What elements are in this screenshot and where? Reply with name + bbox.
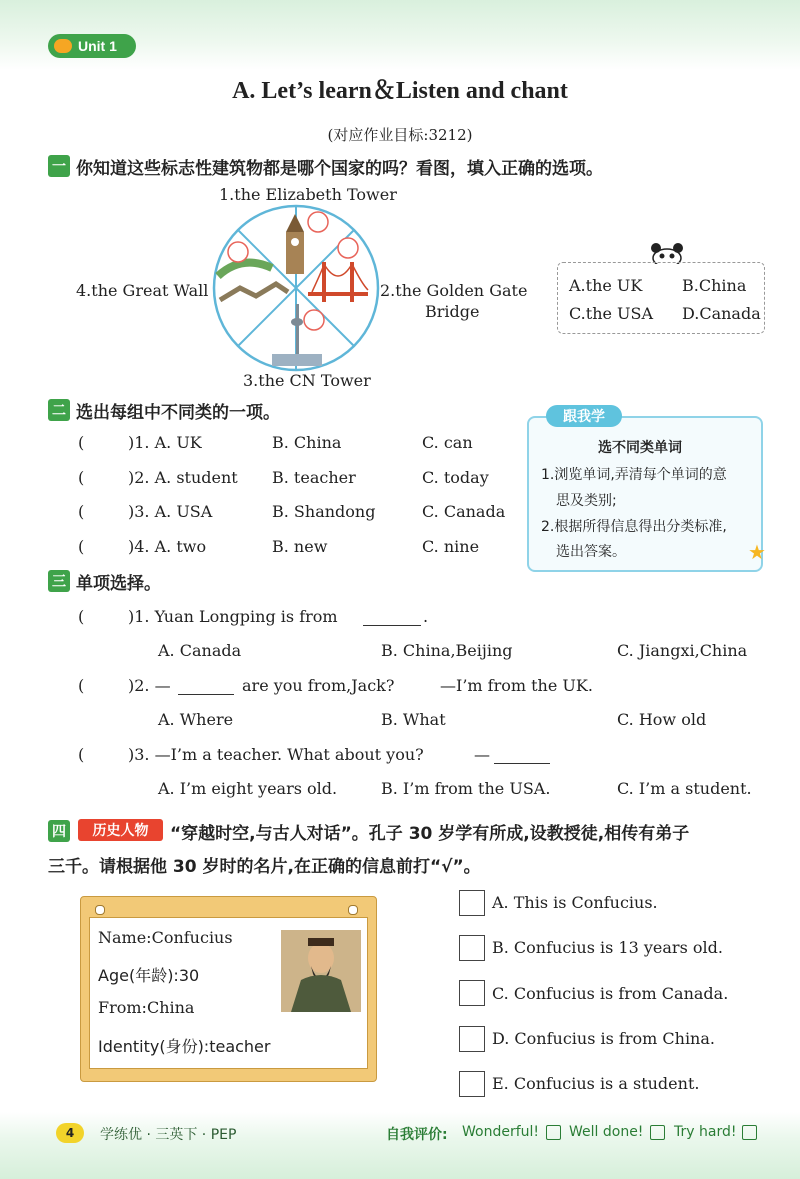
page-number: 4 (56, 1123, 84, 1143)
label-cn-tower: 3.the CN Tower (243, 371, 371, 390)
section-2-instruction: 选出每组中不同类的一项。 (76, 403, 280, 423)
answer-circle-4 (228, 242, 248, 262)
eval-well-done: Well done! (569, 1124, 644, 1140)
q1-paren[interactable]: ( (78, 607, 85, 626)
card-name: Name:Confucius (98, 928, 233, 947)
tip-title: 选不同类单词 (598, 440, 682, 456)
star-icon: ★ (748, 540, 766, 564)
paren[interactable]: ( (78, 502, 85, 521)
q1-choice-b: B. China,Beijing (381, 641, 513, 660)
page-subtitle: (对应作业目标:3212) (327, 126, 473, 144)
label-great-wall: 4.the Great Wall (76, 281, 209, 300)
page-title: A. Let’s learn＆Listen and chant (232, 78, 568, 104)
answer-circle-2 (338, 238, 358, 258)
option-c: C.the USA (569, 304, 654, 323)
q1-end: . (423, 607, 429, 626)
q3-dash: — (474, 745, 490, 764)
choice-b: B. China (272, 433, 342, 452)
tip-line-3: 2.根据所得信息得出分类标准, (541, 519, 727, 535)
section-2-number: 二 (48, 399, 70, 421)
answer-circle-3 (304, 310, 324, 330)
q1-text: )1. Yuan Longping is from (128, 607, 338, 626)
board-nail-left (95, 905, 105, 915)
section-3-instruction: 单项选择。 (76, 574, 161, 594)
panda-icon (650, 242, 684, 264)
label-golden-gate: 2.the Golden Gate (380, 281, 528, 300)
choice-c: C. Confucius is from Canada. (492, 984, 729, 1003)
q2-text: )2. — (128, 676, 171, 695)
card-from: From:China (98, 998, 195, 1017)
eval-well-done-box[interactable] (650, 1125, 665, 1140)
card-age: Age(年龄):30 (98, 966, 200, 985)
question-text: )1. A. UK (128, 433, 202, 452)
q2-reply: —I’m from the UK. (440, 676, 593, 695)
section-1-instruction: 你知道这些标志性建筑物都是哪个国家的吗？看图，填入正确的选项。 (76, 159, 603, 179)
landmarks-wheel (212, 204, 380, 372)
tip-line-4: 选出答案。 (556, 544, 626, 560)
choice-c: C. nine (422, 537, 480, 556)
paren[interactable]: ( (78, 433, 85, 452)
unit-label: Unit 1 (78, 38, 117, 54)
book-title: 学练优 · 三英下 · PEP (100, 1127, 237, 1143)
q3-text: )3. —I’m a teacher. What about you? (128, 745, 424, 764)
q1-choice-c: C. Jiangxi,China (617, 641, 748, 660)
choice-b: B. Shandong (272, 502, 376, 521)
paren[interactable]: ( (78, 468, 85, 487)
eval-wonderful: Wonderful! (462, 1124, 540, 1140)
label-golden-gate-2: Bridge (425, 302, 480, 321)
card-identity: Identity(身份):teacher (98, 1037, 271, 1056)
checkbox-e[interactable] (459, 1071, 485, 1097)
choice-a: A. This is Confucius. (492, 893, 658, 912)
section-3-number: 三 (48, 570, 70, 592)
choice-b: B. Confucius is 13 years old. (492, 938, 723, 957)
checkbox-a[interactable] (459, 890, 485, 916)
eval-wonderful-box[interactable] (546, 1125, 561, 1140)
q3-blank[interactable] (494, 763, 550, 764)
self-eval-label: 自我评价: (386, 1127, 448, 1143)
answer-circle-1 (308, 212, 328, 232)
section-1-number: 一 (48, 155, 70, 177)
choice-e: E. Confucius is a student. (492, 1074, 700, 1093)
q2-rest: are you from,Jack? (242, 676, 395, 695)
q3-choice-c: C. I’m a student. (617, 779, 752, 798)
checkbox-d[interactable] (459, 1026, 485, 1052)
eval-try-hard-box[interactable] (742, 1125, 757, 1140)
choice-b: B. teacher (272, 468, 356, 487)
q2-choice-b: B. What (381, 710, 446, 729)
choice-c: C. Canada (422, 502, 506, 521)
choice-b: B. new (272, 537, 328, 556)
tip-badge: 跟我学 (546, 405, 622, 427)
section-4-number: 四 (48, 820, 70, 842)
q3-choice-a: A. I’m eight years old. (158, 779, 338, 798)
q2-paren[interactable]: ( (78, 676, 85, 695)
q3-choice-b: B. I’m from the USA. (381, 779, 551, 798)
question-text: )2. A. student (128, 468, 238, 487)
q1-blank[interactable] (363, 625, 421, 626)
paren[interactable]: ( (78, 537, 85, 556)
history-tag: 历史人物 (78, 819, 163, 841)
label-elizabeth-tower: 1.the Elizabeth Tower (219, 185, 397, 204)
option-a: A.the UK (569, 276, 643, 295)
option-d: D.Canada (682, 304, 761, 323)
question-text: )3. A. USA (128, 502, 213, 521)
section-4-line-1: “穿越时空,与古人对话”。孔子 30 岁学有所成,设教授徒,相传有弟子 (170, 824, 690, 844)
question-text: )4. A. two (128, 537, 207, 556)
section-4-line-2: 三千。请根据他 30 岁时的名片,在正确的信息前打“√”。 (48, 857, 481, 877)
choice-d: D. Confucius is from China. (492, 1029, 715, 1048)
choice-c: C. today (422, 468, 489, 487)
q2-choice-a: A. Where (158, 710, 234, 729)
q2-blank[interactable] (178, 694, 234, 695)
tip-line-1: 1.浏览单词,弄清每个单词的意 (541, 467, 727, 483)
eval-try-hard: Try hard! (674, 1124, 737, 1140)
option-b: B.China (682, 276, 747, 295)
unit-badge (48, 34, 136, 58)
choice-c: C. can (422, 433, 473, 452)
confucius-portrait (281, 930, 361, 1012)
bottom-band (0, 1112, 800, 1179)
checkbox-b[interactable] (459, 935, 485, 961)
country-options-box (557, 262, 765, 334)
q2-choice-c: C. How old (617, 710, 707, 729)
board-nail-right (348, 905, 358, 915)
checkbox-c[interactable] (459, 980, 485, 1006)
chat-bubble-icon (54, 39, 72, 53)
tip-line-2: 思及类别; (556, 493, 617, 509)
q1-choice-a: A. Canada (158, 641, 242, 660)
q3-paren[interactable]: ( (78, 745, 85, 764)
